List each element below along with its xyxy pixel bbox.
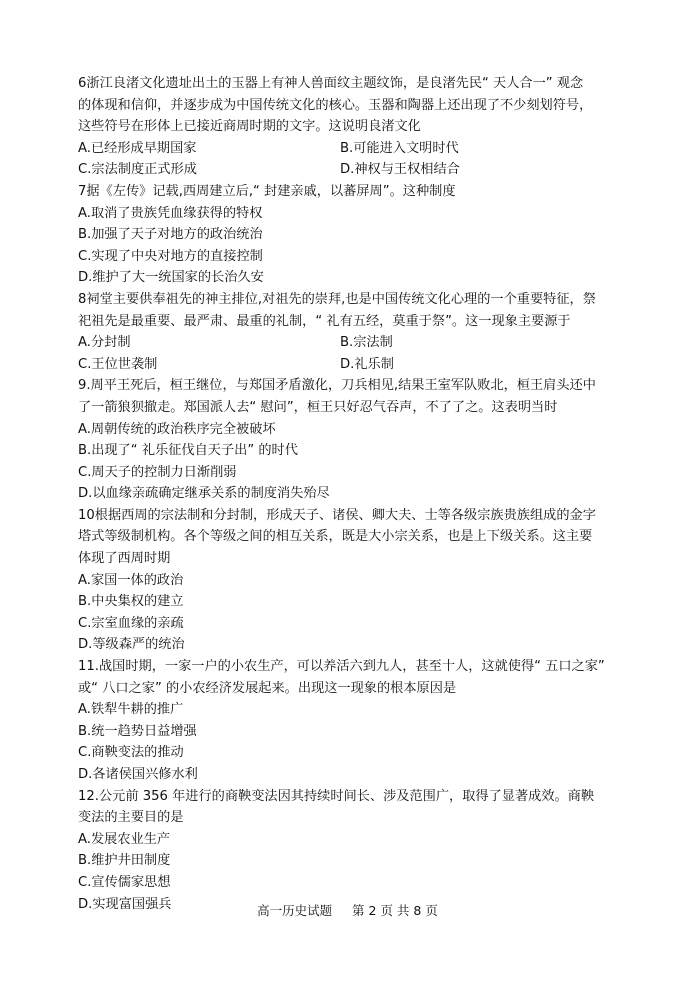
- option-d: D.各诸侯国兴修水利: [78, 767, 198, 782]
- option-c: C.商鞅变法的推动: [78, 745, 184, 761]
- option-a: A.取消了贵族凭血缘获得的特权: [78, 205, 263, 221]
- question-9: [78, 375, 626, 505]
- option-row: [78, 138, 626, 160]
- question-list: [78, 73, 626, 915]
- question-stem-line: 6浙江良渚文化遗址出土的玉器上有神人兽面纹主题纹饰，是良渚先民“ 天人合一” 观念: [78, 76, 584, 91]
- question-stem-line: 或“ 八口之家” 的小农经济发展起来。出现这一现象的根本原因是: [78, 680, 457, 696]
- question-12: [78, 786, 626, 916]
- question-stem-line: 的体现和信仰，并逐步成为中国传统文化的核心。玉器和陶器上还出现了不少刻划符号，: [78, 97, 593, 113]
- option-b: B.可能进入文明时代: [340, 140, 459, 156]
- question-8: [78, 289, 626, 375]
- question-stem-line: 变法的主要目的是: [78, 810, 184, 826]
- question-stem-line: 11.战国时期，一家一户的小农生产，可以养活六到九人，甚至十人，这就使得“ 五口之家”: [78, 659, 605, 675]
- option-d: D.以血缘亲疏确定继承关系的制度消失殆尽: [78, 486, 330, 502]
- question-stem-line: 10根据西周的宗法制和分封制，形成天子、诸侯、卿大夫、士等各级宗族贵族组成的金字: [78, 507, 596, 523]
- option-row: [78, 159, 626, 181]
- question-stem-line: 7据《左传》记载,西周建立后,“ 封建亲戚，以蕃屏周”。这种制度: [78, 183, 456, 199]
- question-stem-line: 9.周平王死后，桓王继位，与郑国矛盾激化，刀兵相见,结果王室军队败北，桓王肩头还中: [78, 378, 596, 394]
- option-c: C.周天子的控制力日渐削弱: [78, 464, 237, 480]
- option-d: D.等级森严的统治: [78, 637, 185, 653]
- question-stem-line: 祀祖先是最重要、最严肃、最重的礼制，“ 礼有五经，莫重于祭”。这一现象主要源于: [78, 313, 571, 329]
- option-a: A.铁犁牛耕的推广: [78, 702, 184, 718]
- question-11: [78, 656, 626, 786]
- question-stem-line: 塔式等级制机构。各个等级之间的相互关系，既是大小宗关系，也是上下级关系。这主要: [78, 529, 593, 545]
- question-6: [78, 73, 626, 181]
- question-stem-line: 12.公元前 356 年进行的商鞅变法因其持续时间长、涉及范围广，取得了显著成效。商鞅: [78, 788, 595, 804]
- option-b: B.维护井田制度: [78, 853, 171, 869]
- option-d: D.维护了大一统国家的长治久安: [78, 270, 264, 286]
- option-d: D.实现富国强兵: [78, 896, 172, 912]
- question-stem-line: 体现了西周时期: [78, 551, 171, 567]
- option-b: B.中央集权的建立: [78, 594, 184, 610]
- option-b: B.宗法制: [340, 335, 393, 351]
- option-d: D.礼乐制: [340, 356, 394, 372]
- option-c: C.实现了中央对地方的直接控制: [78, 248, 263, 264]
- option-a: A.分封制: [78, 335, 131, 351]
- option-c: C.王位世袭制: [78, 356, 158, 372]
- option-row: [78, 354, 626, 376]
- option-a: A.家国一体的政治: [78, 572, 184, 588]
- question-stem-line: 8祠堂主要供奉祖先的神主排位,对祖先的崇拜,也是中国传统文化心理的一个重要特征，祭: [78, 291, 596, 307]
- option-c: C.宗法制度正式形成: [78, 162, 197, 178]
- option-b: B.加强了天子对地方的政治统治: [78, 227, 263, 243]
- option-c: C.宣传儒家思想: [78, 874, 171, 890]
- option-c: C.宗室血缘的亲疏: [78, 615, 184, 631]
- option-d: D.神权与王权相结合: [340, 162, 460, 178]
- option-a: A.已经形成早期国家: [78, 140, 197, 156]
- question-7: [78, 181, 626, 289]
- option-a: A.发展农业生产: [78, 831, 171, 847]
- option-b: B.统一趋势日益增强: [78, 723, 197, 739]
- option-b: B.出现了“ 礼乐征伐自天子出” 的时代: [78, 443, 298, 459]
- footer-subject: 高一历史试题: [257, 903, 333, 918]
- option-a: A.周朝传统的政治秩序完全被破坏: [78, 421, 276, 437]
- question-10: [78, 505, 626, 656]
- question-stem-line: 这些符号在形体上已接近商周时期的文字。这说明良渚文化: [78, 119, 421, 135]
- footer-page-number: 第 2 页 共 8 页: [352, 903, 438, 918]
- question-stem-line: 了一箭狼狈撤走。郑国派人去“ 慰问”，桓王只好忍气吞声，不了了之。这表明当时: [78, 399, 558, 415]
- page-footer: [0, 903, 695, 919]
- option-row: [78, 332, 626, 354]
